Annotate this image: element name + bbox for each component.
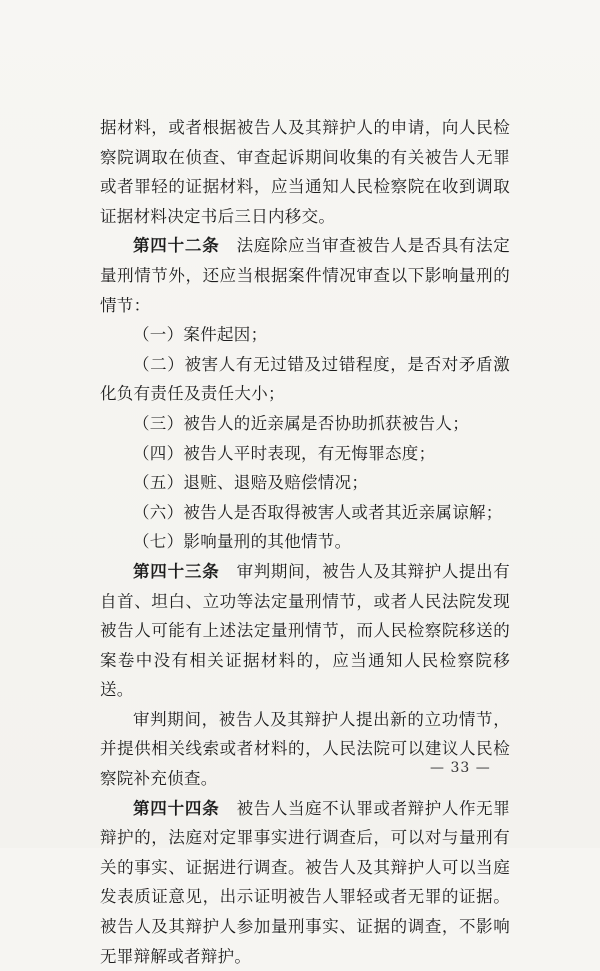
list-item xyxy=(100,527,510,557)
paragraph-text: （七）影响量刑的其他情节。 xyxy=(133,532,352,552)
paragraph-text: （三）被告人的近亲属是否协助抓获被告人； xyxy=(133,413,469,433)
paragraph-text: 审判期间，被告人及其辩护人提出有自首、坦白、立功等法定量刑情节，或者人民法院发现被告人可能有上述法定量刑情节，而人民检察院移送的案卷中没有相关证据材料的，应当通知人民检察院移送。 xyxy=(100,561,510,700)
paragraph-text: （六）被告人是否取得被害人或者其近亲属谅解； xyxy=(133,502,503,522)
list-item xyxy=(100,498,510,528)
article-number: 第四十三条 xyxy=(133,561,220,581)
paragraph-text: （五）退赃、退赔及赔偿情况； xyxy=(133,473,369,493)
paragraph-text: 被告人当庭不认罪或者辩护人作无罪辩护的，法庭对定罪事实进行调查后，可以对与量刑有关的事实、证据进行调查。被告人及其辩护人可以当庭发表质证意见，出示证明被告人罪轻或者无罪的证据。被告人及其辩护人参加量刑事实、证据的调查，不影响无罪辩解或者辩护。 xyxy=(100,798,510,966)
page-number: — 33 — xyxy=(430,760,491,776)
paragraph-text: （二）被害人有无过错及过错程度，是否对矛盾激化负有责任及责任大小； xyxy=(100,354,510,404)
list-item xyxy=(100,320,510,350)
paragraph-text: （一）案件起因； xyxy=(133,325,268,345)
document-body xyxy=(100,113,510,971)
article-44 xyxy=(100,794,510,971)
article-43 xyxy=(100,557,510,705)
list-item xyxy=(100,468,510,498)
paragraph-text: 审判期间，被告人及其辩护人提出新的立功情节，并提供相关线索或者材料的，人民法院可以建议人民检察院补充侦查。 xyxy=(100,709,510,789)
article-number: 第四十四条 xyxy=(133,798,220,818)
paragraph-continuation xyxy=(100,113,510,231)
paragraph xyxy=(100,705,510,794)
paragraph-text: 法庭除应当审查被告人是否具有法定量刑情节外，还应当根据案件情况审查以下影响量刑的情节： xyxy=(100,236,510,315)
list-item xyxy=(100,409,510,439)
paragraph-text: 据材料，或者根据被告人及其辩护人的申请，向人民检察院调取在侦查、审查起诉期间收集的有关被告人无罪或者罪轻的证据材料，应当通知人民检察院在收到调取证据材料决定书后三日内移交。 xyxy=(100,118,510,226)
paragraph-text: （四）被告人平时表现，有无悔罪态度； xyxy=(133,443,436,463)
list-item xyxy=(100,439,510,469)
article-number: 第四十二条 xyxy=(133,236,220,256)
list-item xyxy=(100,350,510,409)
article-42 xyxy=(100,231,510,320)
